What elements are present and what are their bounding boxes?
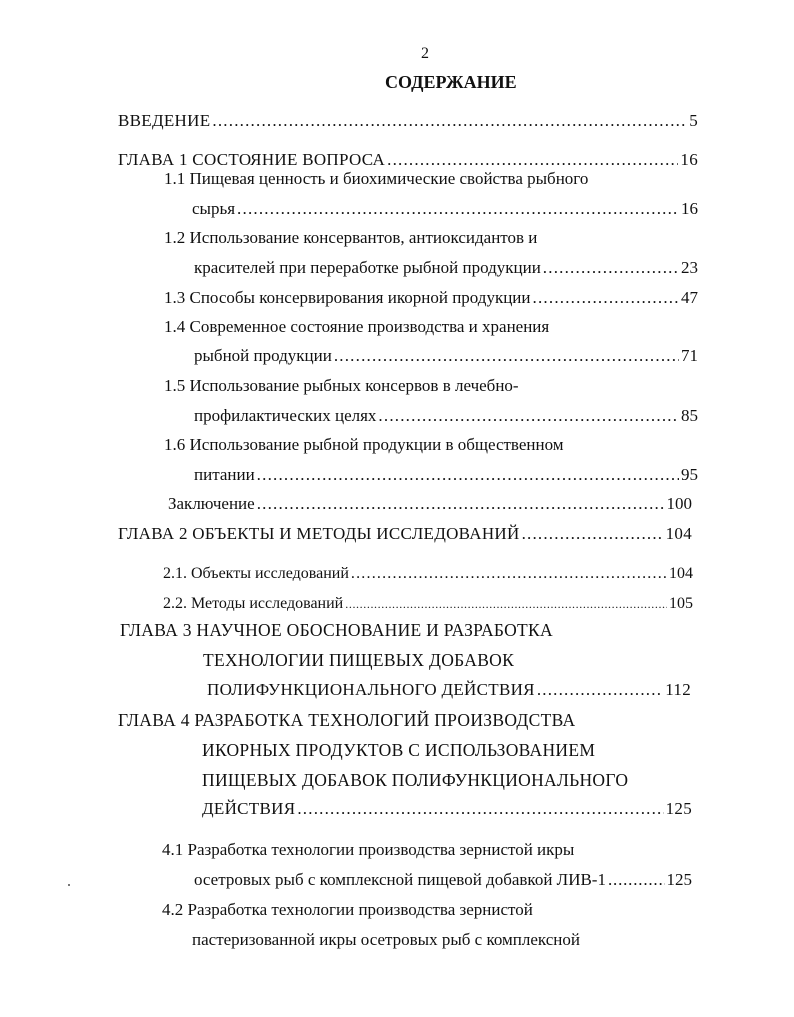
toc-page: 104	[665, 524, 692, 543]
toc-label: 2.1. Объекты исследований	[163, 565, 349, 582]
toc-entry-1-1[interactable]	[192, 197, 698, 221]
toc-entry-2-1[interactable]	[163, 562, 693, 586]
toc-page: 104	[669, 565, 693, 582]
toc-label: Заключение	[168, 494, 255, 513]
toc-label: профилактических целях	[194, 406, 377, 425]
scan-speck	[68, 884, 70, 886]
toc-page: 5	[689, 111, 698, 130]
leader-dots	[543, 256, 679, 280]
toc-page: 112	[665, 680, 691, 699]
toc-entry-1-5[interactable]	[194, 404, 698, 428]
page-number: 2	[421, 45, 429, 62]
toc-entry-chapter-4-line-2: ИКОРНЫХ ПРОДУКТОВ С ИСПОЛЬЗОВАНИЕМ	[202, 740, 596, 760]
toc-label: красителей при переработке рыбной продукции	[194, 258, 541, 277]
leader-dots	[257, 463, 679, 487]
toc-entry-intro[interactable]	[118, 109, 698, 133]
toc-label: ГЛАВА 1 СОСТОЯНИЕ ВОПРОСА	[118, 150, 386, 169]
toc-entry-4-1[interactable]	[194, 868, 692, 892]
toc-page: 105	[669, 595, 693, 612]
page-title: СОДЕРЖАНИЕ	[385, 72, 517, 92]
leader-dots	[537, 678, 663, 702]
toc-label: ГЛАВА 2 ОБЪЕКТЫ И МЕТОДЫ ИССЛЕДОВАНИЙ	[118, 524, 520, 543]
leader-dots	[351, 562, 667, 586]
toc-entry-1-6-line-1: 1.6 Использование рыбной продукции в общественном	[164, 435, 564, 454]
toc-entry-chapter-3-line-2: ТЕХНОЛОГИИ ПИЩЕВЫХ ДОБАВОК	[203, 650, 515, 670]
toc-entry-4-2-line-2: пастеризованной икры осетровых рыб с комплексной	[192, 930, 581, 949]
toc-entry-chapter-2[interactable]	[118, 522, 692, 546]
toc-entry-1-4[interactable]	[194, 344, 698, 368]
toc-page: 95	[681, 465, 698, 484]
leader-dots	[334, 344, 679, 368]
leader-dots	[522, 522, 664, 546]
leader-dots	[212, 109, 687, 133]
toc-page: 71	[681, 346, 698, 365]
toc-page: 47	[681, 288, 698, 307]
toc-entry-1-5-line-1: 1.5 Использование рыбных консервов в лечебно-	[164, 376, 519, 395]
toc-entry-chapter-4[interactable]	[202, 797, 692, 821]
toc-page: 16	[681, 199, 698, 218]
toc-label: сырья	[192, 199, 236, 218]
toc-entry-1-2-line-1: 1.2 Использование консервантов, антиоксидантов и	[164, 228, 538, 247]
toc-entry-1-1-line-1: 1.1 Пищевая ценность и биохимические свойства рыбного	[164, 169, 589, 188]
toc-label: ВВЕДЕНИЕ	[118, 111, 211, 130]
toc-label: питании	[194, 465, 255, 484]
toc-entry-chapter-3[interactable]	[207, 678, 691, 702]
toc-label: рыбной продукции	[194, 346, 332, 365]
leader-dots	[237, 197, 679, 221]
toc-page: 16	[680, 150, 698, 169]
toc-label: ПОЛИФУНКЦИОНАЛЬНОГО ДЕЙСТВИЯ	[207, 680, 535, 699]
toc-entry-conclusion[interactable]	[168, 492, 692, 516]
leader-dots	[378, 404, 679, 428]
toc-entry-4-2-line-1: 4.2 Разработка технологии производства зернистой	[162, 900, 533, 919]
toc-page: 100	[666, 494, 692, 513]
toc-entry-1-3[interactable]	[164, 286, 698, 310]
toc-entry-1-2[interactable]	[194, 256, 698, 280]
leader-dots	[608, 868, 665, 892]
leader-dots	[345, 592, 667, 616]
toc-entry-4-1-line-1: 4.1 Разработка технологии производства зернистой икры	[162, 840, 575, 859]
toc-label: ДЕЙСТВИЯ	[202, 799, 296, 818]
toc-entry-1-6[interactable]	[194, 463, 698, 487]
toc-page: 125	[666, 870, 692, 889]
toc-entry-chapter-3-line-1: ГЛАВА 3 НАУЧНОЕ ОБОСНОВАНИЕ И РАЗРАБОТКА	[120, 620, 553, 640]
leader-dots	[297, 797, 663, 821]
toc-label: 1.3 Способы консервирования икорной продукции	[164, 288, 531, 307]
toc-label: осетровых рыб с комплексной пищевой добавкой ЛИВ-1	[194, 870, 606, 889]
leader-dots	[533, 286, 679, 310]
leader-dots	[257, 492, 665, 516]
toc-label: 2.2. Методы исследований	[163, 595, 344, 612]
toc-page: 85	[681, 406, 698, 425]
toc-entry-chapter-4-line-3: ПИЩЕВЫХ ДОБАВОК ПОЛИФУНКЦИОНАЛЬНОГО	[202, 770, 629, 790]
toc-page: 125	[665, 799, 692, 818]
toc-page: 23	[681, 258, 698, 277]
toc-entry-1-4-line-1: 1.4 Современное состояние производства и хранения	[164, 317, 550, 336]
toc-entry-chapter-4-line-1: ГЛАВА 4 РАЗРАБОТКА ТЕХНОЛОГИЙ ПРОИЗВОДСТВА	[118, 710, 576, 730]
toc-entry-2-2[interactable]	[163, 592, 693, 616]
